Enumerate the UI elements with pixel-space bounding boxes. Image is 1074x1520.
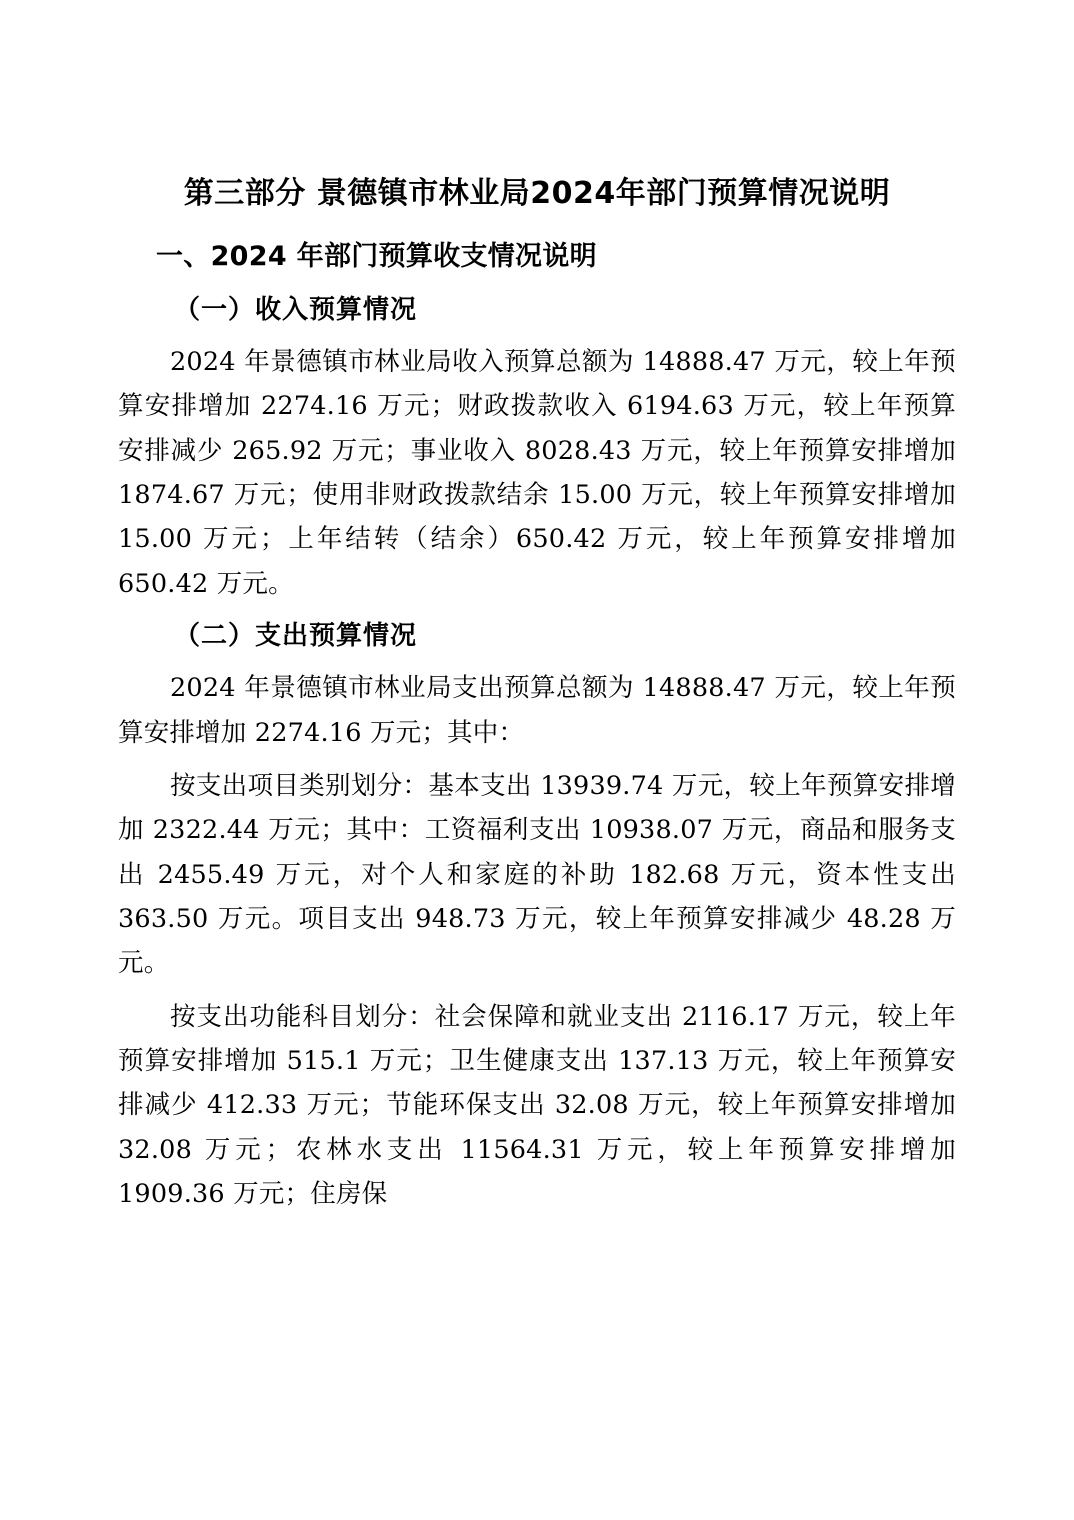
paragraph-expenditure-by-function: 按支出功能科目划分：社会保障和就业支出 2116.17 万元，较上年预算安排增加 515.1 万元；卫生健康支出 137.13 万元，较上年预算安排减少 412.33 万元；节能环保支出 32.08 万元，较上年预算安排增加 32.08 万元；农林水支出 11564.31 万元，较上年预算安排增加 1909.36 万元；住房保 [118, 1001, 956, 1210]
subsection-heading-expenditure: （二）支出预算情况 [174, 621, 418, 652]
paragraph-expenditure-by-category: 按支出项目类别划分：基本支出 13939.74 万元，较上年预算安排增加 2322.44 万元；其中：工资福利支出 10938.07 万元，商品和服务支出 2455.49 万元，对个人和家庭的补助 182.68 万元，资本性支出 363.50 万元。项目支出 948.73 万元，较上年预算安排减少 48.28 万元。 [118, 770, 956, 979]
paragraph-income-budget: 2024 年景德镇市林业局收入预算总额为 14888.47 万元，较上年预算安排增加 2274.16 万元；财政拨款收入 6194.63 万元，较上年预算安排减少 265.92 万元；事业收入 8028.43 万元，较上年预算安排增加 1874.67 万元；使用非财政拨款结余 15.00 万元，较上年预算安排增加 15.00 万元；上年结转（结余）650.42 万元，较上年预算安排增加 650.42 万元。 [118, 347, 956, 599]
subsection-heading-income: （一）收入预算情况 [174, 295, 418, 325]
section-heading-1: 一、2024 年部门预算收支情况说明 [156, 241, 597, 272]
paragraph-expenditure-total: 2024 年景德镇市林业局支出预算总额为 14888.47 万元，较上年预算安排增加 2274.16 万元；其中： [118, 673, 956, 748]
page-title: 第三部分 景德镇市林业局2024年部门预算情况说明 [183, 176, 891, 211]
